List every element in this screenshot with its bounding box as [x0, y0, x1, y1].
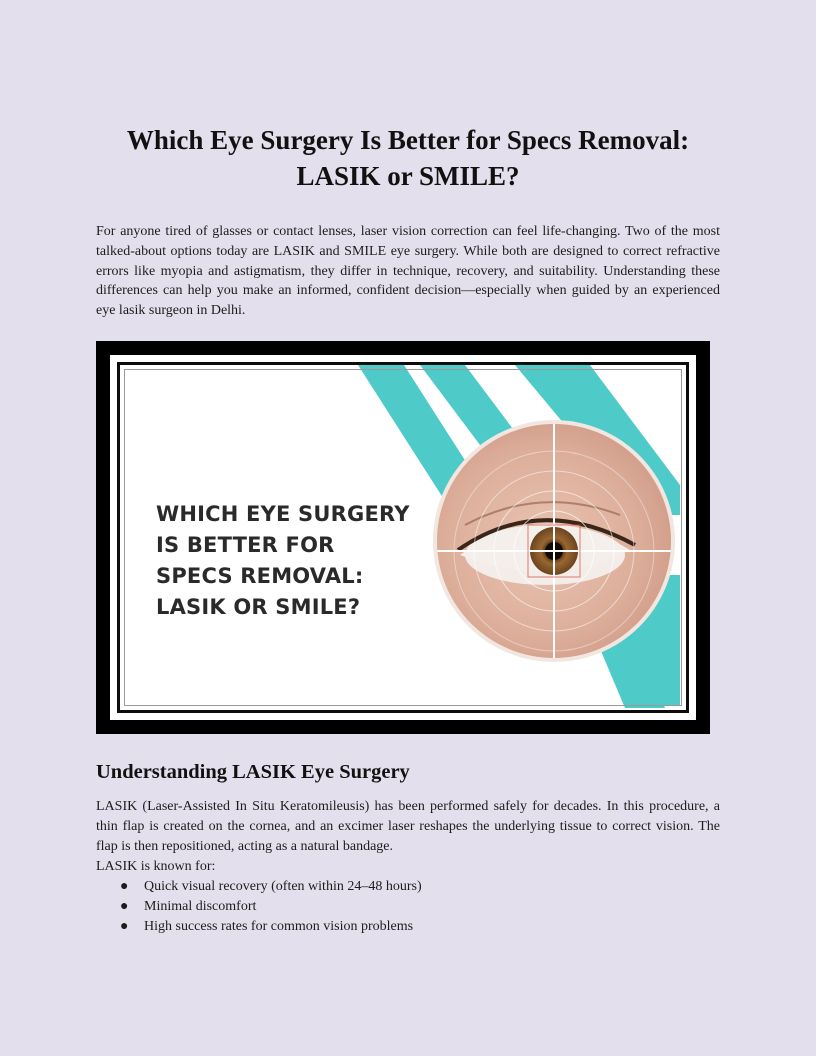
- list-item-text: Minimal discomfort: [144, 898, 257, 914]
- list-item: [96, 897, 422, 917]
- banner-heading: [156, 499, 456, 623]
- list-item-text: Quick visual recovery (often within 24–48 hours): [144, 879, 422, 894]
- list-lead: LASIK is known for:: [96, 859, 216, 874]
- title-line-2: LASIK or SMILE?: [296, 161, 520, 191]
- title-line-1: Which Eye Surgery Is Better for Specs Removal:: [126, 125, 690, 155]
- banner-line-1: WHICH EYE SURGERY: [156, 502, 410, 526]
- section-paragraph: LASIK (Laser-Assisted In Situ Keratomileusis) has been performed safely for decades. In this procedure, a thin flap is created on the cornea, and an excimer laser reshapes the underlying tissue to correct vision. The flap is then repositioned, acting as a natural bandage.: [96, 799, 720, 854]
- banner-line-3: SPECS REMOVAL:: [156, 564, 364, 588]
- intro-paragraph: For anyone tired of glasses or contact lenses, laser vision correction can feel life-changing. Two of the most talked-about options today are LASIK and SMILE eye surgery. While both are designed to correct refractive errors like myopia and astigmatism, they differ in technique, recovery, and suitability. Understanding these differences can help you make an informed, confident decision—especially when guided by an experienced eye lasik surgeon in Delhi.: [96, 224, 720, 319]
- list-item-text: High success rates for common vision problems: [144, 918, 414, 934]
- banner-line-2: IS BETTER FOR: [156, 533, 335, 557]
- banner-image: [96, 341, 710, 734]
- banner-line-4: LASIK OR SMILE?: [156, 595, 361, 619]
- banner-inner-frame: [117, 362, 689, 713]
- list-item: [96, 917, 422, 937]
- bullet-icon: ●: [120, 918, 129, 934]
- section-heading: Understanding LASIK Eye Surgery: [96, 761, 410, 783]
- benefits-list: [96, 877, 422, 936]
- banner-frame: [110, 355, 696, 720]
- page-title: [96, 122, 720, 194]
- list-item: [96, 877, 422, 897]
- bullet-icon: ●: [120, 898, 129, 914]
- bullet-icon: ●: [120, 879, 129, 894]
